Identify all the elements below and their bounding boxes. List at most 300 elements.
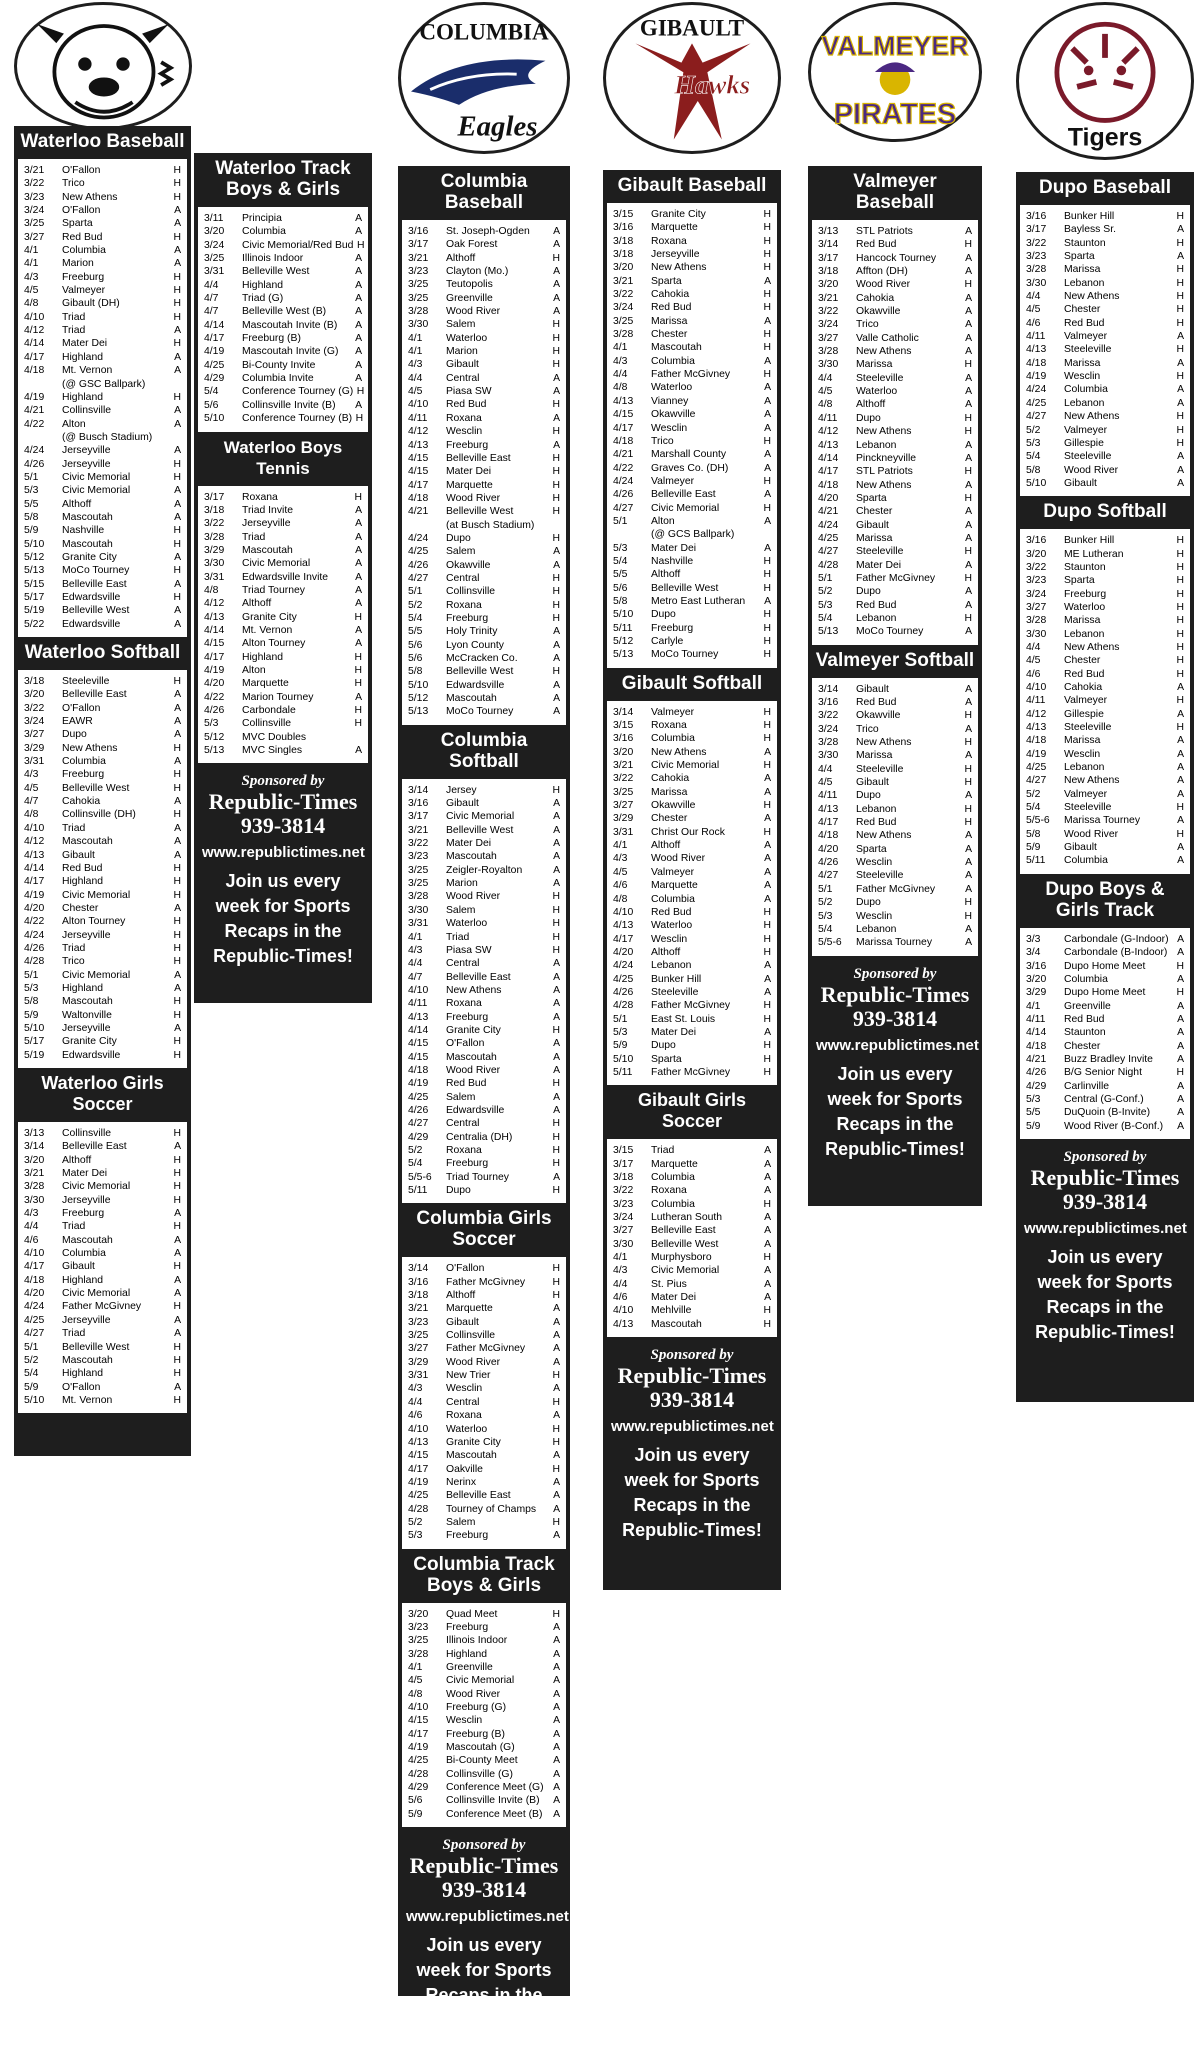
game-date: 3/22 bbox=[613, 773, 634, 785]
schedule-row bbox=[613, 732, 771, 745]
game-date: 5/10 bbox=[613, 609, 634, 621]
home-away: H bbox=[173, 956, 181, 968]
opponent: New Athens bbox=[651, 262, 707, 274]
game-date: 3/20 bbox=[613, 262, 634, 274]
schedule-row bbox=[408, 1104, 560, 1117]
schedule-row bbox=[818, 585, 972, 598]
schedule-row bbox=[613, 959, 771, 972]
home-away bbox=[549, 519, 560, 532]
sponsored-by-label: Sponsored by bbox=[853, 965, 937, 982]
opponent: Mascoutah bbox=[62, 836, 113, 848]
home-away: A bbox=[1177, 682, 1184, 693]
game-date: 4/24 bbox=[24, 445, 45, 457]
game-date: 4/15 bbox=[613, 409, 634, 421]
opponent: Cahokia bbox=[856, 292, 895, 304]
opponent: Althoff bbox=[446, 252, 476, 264]
home-away: H bbox=[1176, 264, 1184, 276]
opponent: Althoff bbox=[62, 1154, 92, 1166]
game-date: 3/28 bbox=[613, 329, 634, 341]
home-away: A bbox=[764, 422, 771, 434]
game-date: 4/27 bbox=[24, 1328, 45, 1340]
home-away: A bbox=[355, 306, 362, 318]
home-away: H bbox=[1176, 548, 1184, 560]
opponent: Staunton bbox=[1064, 561, 1106, 573]
schedule-row bbox=[613, 1144, 771, 1157]
opponent: Marissa bbox=[651, 315, 688, 327]
sponsored-by-label: Sponsored by bbox=[650, 1347, 734, 1364]
opponent: Mt. Vernon bbox=[62, 1394, 113, 1406]
home-away: H bbox=[763, 262, 771, 274]
home-away: H bbox=[173, 1128, 181, 1139]
opponent: New Athens bbox=[856, 737, 912, 749]
schedule-row bbox=[24, 849, 181, 862]
sponsor-phone: 939-3814 bbox=[1062, 1188, 1148, 1214]
opponent: Wood River bbox=[446, 1688, 501, 1700]
home-away: H bbox=[763, 222, 771, 234]
sponsor-tagline: Join us every week for Sports Recaps in the Republic-Times! bbox=[414, 1935, 554, 2031]
home-away: H bbox=[964, 910, 972, 922]
opponent: Cahokia bbox=[651, 773, 690, 785]
home-away: A bbox=[174, 618, 181, 630]
game-date: 4/22 bbox=[204, 691, 225, 703]
schedule-row bbox=[408, 784, 560, 797]
opponent: Carlinville bbox=[1064, 1080, 1110, 1092]
schedule-row bbox=[818, 910, 972, 923]
game-date: 5/10 bbox=[24, 1394, 45, 1406]
home-away: H bbox=[552, 666, 560, 678]
home-away: H bbox=[173, 1341, 181, 1353]
game-date: 4/17 bbox=[408, 1728, 429, 1740]
game-date: 3/16 bbox=[613, 733, 634, 745]
game-date: 3/22 bbox=[818, 306, 839, 318]
home-away: H bbox=[552, 586, 560, 598]
schedule-row bbox=[24, 1341, 181, 1354]
game-date: 4/26 bbox=[818, 857, 839, 869]
schedule-row bbox=[613, 1318, 771, 1331]
home-away: H bbox=[763, 369, 771, 381]
game-date: 4/11 bbox=[818, 790, 838, 802]
game-date: 3/25 bbox=[408, 878, 429, 890]
home-away: A bbox=[355, 266, 362, 278]
schedule-row bbox=[24, 688, 181, 701]
home-away: H bbox=[552, 1436, 560, 1448]
opponent: Sparta bbox=[651, 1053, 682, 1065]
schedule-row bbox=[818, 763, 972, 776]
game-date: 3/18 bbox=[613, 1172, 634, 1183]
sponsor-phone: 939-3814 bbox=[852, 1005, 938, 1031]
game-date: 4/15 bbox=[408, 452, 429, 464]
game-date: 3/23 bbox=[408, 851, 429, 863]
game-date: 4/1 bbox=[1026, 1000, 1041, 1012]
game-date: 4/13 bbox=[818, 803, 839, 815]
schedule-row bbox=[24, 364, 181, 377]
home-away: A bbox=[553, 1661, 560, 1673]
opponent: Althoff bbox=[62, 498, 92, 510]
schedule-row bbox=[818, 452, 972, 465]
home-away: A bbox=[174, 1248, 181, 1260]
home-away: H bbox=[173, 298, 181, 310]
game-date: 4/10 bbox=[408, 984, 429, 996]
game-date: 4/8 bbox=[818, 399, 833, 411]
opponent: Lebanon bbox=[651, 960, 692, 972]
game-date: 3/15 bbox=[613, 720, 634, 732]
game-date: 3/28 bbox=[408, 1648, 429, 1660]
game-date: 3/17 bbox=[408, 239, 429, 251]
schedule-row bbox=[24, 204, 181, 217]
game-date: 4/24 bbox=[24, 1301, 45, 1313]
opponent: Mascoutah bbox=[446, 851, 497, 863]
game-date: 3/25 bbox=[613, 315, 634, 327]
game-date: 3/29 bbox=[1026, 987, 1047, 999]
opponent: Red Bud bbox=[651, 302, 692, 314]
home-away: H bbox=[1176, 668, 1184, 680]
home-away bbox=[351, 731, 362, 744]
game-date bbox=[613, 528, 651, 541]
opponent: Affton (DH) bbox=[856, 266, 908, 278]
schedule-row bbox=[408, 465, 560, 478]
schedule-row bbox=[1026, 774, 1184, 787]
schedule-row bbox=[1026, 464, 1184, 477]
home-away: H bbox=[552, 1131, 560, 1143]
game-date: 5/2 bbox=[818, 897, 833, 909]
opponent: O'Fallon bbox=[62, 1381, 101, 1393]
home-away: A bbox=[1177, 762, 1184, 774]
section-title: Waterloo Baseball bbox=[20, 131, 185, 152]
game-date: 3/31 bbox=[408, 1370, 429, 1382]
opponent: Columbia bbox=[62, 756, 106, 768]
home-away: H bbox=[173, 1009, 181, 1021]
game-date: 4/11 bbox=[1026, 1013, 1046, 1025]
game-date: 4/26 bbox=[1026, 1067, 1047, 1079]
opponent: Sparta bbox=[1064, 251, 1095, 263]
opponent: Freeburg bbox=[1064, 588, 1107, 600]
home-away: H bbox=[763, 209, 771, 220]
opponent: Althoff bbox=[651, 569, 681, 581]
schedule-row bbox=[204, 664, 362, 677]
opponent: Civic Memorial bbox=[651, 760, 720, 772]
svg-text:Tigers: Tigers bbox=[1067, 123, 1143, 152]
opponent: Salem bbox=[446, 546, 476, 558]
opponent: Dupo bbox=[856, 586, 881, 598]
home-away: H bbox=[552, 359, 560, 371]
schedule-row bbox=[408, 305, 560, 318]
sponsor-url[interactable]: www.republictimes.net bbox=[611, 1418, 774, 1436]
schedule-row bbox=[818, 332, 972, 345]
sponsor-url[interactable]: www.republictimes.net bbox=[202, 844, 365, 862]
schedule-row bbox=[408, 492, 560, 505]
game-date: 3/18 bbox=[613, 235, 634, 247]
opponent: Lebanon bbox=[1064, 628, 1105, 640]
home-away: A bbox=[355, 226, 362, 238]
sponsor-url[interactable]: www.republictimes.net bbox=[816, 1036, 979, 1054]
game-date bbox=[408, 519, 446, 532]
schedule-row bbox=[24, 284, 181, 297]
home-away: H bbox=[552, 452, 560, 464]
game-date: 3/22 bbox=[818, 710, 839, 722]
game-date: 4/6 bbox=[408, 1410, 423, 1422]
schedule-row bbox=[408, 1621, 560, 1634]
opponent: Jerseyville bbox=[62, 458, 111, 470]
home-away: A bbox=[553, 1104, 560, 1116]
game-date: 4/6 bbox=[1026, 317, 1041, 329]
home-away: A bbox=[553, 706, 560, 718]
opponent: Valmeyer bbox=[1064, 331, 1108, 343]
game-date: 5/3 bbox=[818, 910, 833, 922]
game-date: 3/14 bbox=[24, 1141, 45, 1153]
sponsor-tagline: Join us every week for Sports Recaps in the Republic-Times! bbox=[622, 1445, 762, 1541]
home-away: H bbox=[964, 817, 972, 829]
bulldog-logo bbox=[14, 2, 192, 130]
home-away: H bbox=[173, 1181, 181, 1193]
schedule-row bbox=[818, 869, 972, 882]
game-date: 4/22 bbox=[24, 916, 45, 928]
game-date: 4/27 bbox=[818, 546, 839, 558]
sponsor-url[interactable]: www.republictimes.net bbox=[1024, 1219, 1187, 1237]
home-away: A bbox=[965, 683, 972, 695]
schedule-row bbox=[24, 715, 181, 728]
schedule-row bbox=[408, 705, 560, 718]
schedule-row bbox=[24, 1300, 181, 1313]
gibault-column bbox=[603, 170, 781, 1590]
game-date: 4/4 bbox=[818, 372, 833, 384]
game-date: 3/21 bbox=[24, 165, 45, 176]
opponent: Trico bbox=[62, 956, 85, 968]
game-date: 5/9 bbox=[1026, 1120, 1041, 1132]
game-date: 4/13 bbox=[613, 1318, 634, 1330]
home-away: A bbox=[1177, 1093, 1184, 1105]
game-date: 5/4 bbox=[818, 612, 833, 624]
schedule-row bbox=[408, 1369, 560, 1382]
opponent: Sparta bbox=[651, 275, 682, 287]
opponent: Nashville bbox=[651, 555, 694, 567]
game-date: 5/11 bbox=[613, 1066, 633, 1078]
schedule-row bbox=[1026, 828, 1184, 841]
home-away: A bbox=[965, 843, 972, 855]
schedule-row bbox=[613, 622, 771, 635]
opponent: Columbia bbox=[1064, 384, 1108, 396]
opponent: Dupo bbox=[651, 609, 676, 621]
home-away: H bbox=[552, 918, 560, 930]
game-date: 5/17 bbox=[24, 592, 45, 603]
opponent: Waterloo bbox=[446, 1423, 488, 1435]
opponent: Gibault bbox=[856, 777, 889, 789]
game-date: 4/10 bbox=[24, 822, 45, 834]
opponent: Steeleville bbox=[1064, 451, 1112, 463]
home-away: A bbox=[764, 449, 771, 461]
game-date: 3/24 bbox=[1026, 588, 1047, 600]
home-away: H bbox=[173, 1036, 181, 1048]
schedule-row bbox=[204, 412, 362, 425]
game-date: 5/11 bbox=[613, 622, 633, 634]
schedule-row bbox=[408, 318, 560, 331]
game-date: 3/27 bbox=[24, 729, 45, 741]
game-date: 4/22 bbox=[613, 462, 634, 474]
game-date: 4/21 bbox=[24, 405, 45, 417]
schedule-row bbox=[818, 843, 972, 856]
game-date: 3/24 bbox=[204, 239, 225, 251]
valmeyer-pirates-logo bbox=[808, 2, 982, 142]
game-date: 4/12 bbox=[818, 426, 839, 438]
opponent: Wesclin bbox=[651, 933, 688, 945]
opponent: Red Bud bbox=[856, 817, 897, 829]
schedule-row bbox=[613, 462, 771, 475]
game-date: 3/11 bbox=[204, 213, 224, 224]
schedule-row bbox=[613, 502, 771, 515]
opponent: Mascoutah bbox=[446, 1051, 497, 1063]
home-away: A bbox=[174, 689, 181, 701]
home-away: H bbox=[552, 1396, 560, 1408]
home-away: A bbox=[174, 1314, 181, 1326]
home-away: A bbox=[965, 559, 972, 571]
schedule-row bbox=[24, 675, 181, 688]
game-date: 3/28 bbox=[408, 891, 429, 903]
opponent: Wood River bbox=[1064, 464, 1119, 476]
opponent: Metro East Lutheran bbox=[651, 595, 746, 607]
game-date: 4/3 bbox=[613, 853, 628, 865]
opponent: Red Bud bbox=[856, 239, 897, 251]
game-date: 3/30 bbox=[1026, 628, 1047, 640]
home-away: A bbox=[553, 1410, 560, 1422]
schedule-row bbox=[613, 852, 771, 865]
schedule-row bbox=[1026, 277, 1184, 290]
game-date: 4/26 bbox=[613, 489, 634, 501]
opponent: East St. Louis bbox=[651, 1013, 716, 1025]
schedule-row bbox=[1026, 574, 1184, 587]
home-away: H bbox=[1176, 615, 1184, 627]
schedule-row bbox=[613, 435, 771, 448]
schedule-row bbox=[613, 786, 771, 799]
game-date: 5/10 bbox=[613, 1053, 634, 1065]
schedule-row bbox=[24, 324, 181, 337]
home-away: A bbox=[1177, 477, 1184, 489]
schedule-row bbox=[408, 1171, 560, 1184]
opponent: Columbia bbox=[651, 733, 695, 745]
schedule-row bbox=[1026, 383, 1184, 396]
home-away: A bbox=[174, 445, 181, 457]
opponent: Columbia bbox=[651, 1198, 695, 1210]
schedule-row bbox=[24, 742, 181, 755]
schedule-row bbox=[408, 1037, 560, 1050]
game-date: 4/10 bbox=[24, 311, 45, 323]
home-away: A bbox=[174, 218, 181, 230]
game-date: 5/13 bbox=[24, 565, 45, 577]
game-date: 3/20 bbox=[1026, 973, 1047, 985]
game-date: 4/4 bbox=[24, 1221, 39, 1233]
home-away: A bbox=[174, 836, 181, 848]
opponent: St. Joseph-Ogden bbox=[446, 226, 530, 237]
game-date: 3/24 bbox=[24, 205, 45, 217]
opponent: Highland bbox=[242, 279, 284, 291]
opponent: Civic Memorial bbox=[651, 502, 720, 514]
home-away: A bbox=[355, 544, 362, 556]
home-away: A bbox=[174, 578, 181, 590]
opponent: Roxana bbox=[446, 1145, 482, 1156]
game-date: 3/17 bbox=[613, 1158, 634, 1170]
schedule-row bbox=[613, 1224, 771, 1237]
home-away: H bbox=[763, 622, 771, 634]
home-away: H bbox=[763, 800, 771, 812]
schedule-row bbox=[204, 345, 362, 358]
opponent: Jerseyville bbox=[62, 1194, 111, 1206]
opponent: Althoff bbox=[856, 399, 886, 411]
schedule-row bbox=[613, 235, 771, 248]
game-date: 5/2 bbox=[818, 586, 833, 598]
opponent: Collinsville bbox=[242, 718, 292, 730]
schedule-row bbox=[408, 890, 560, 903]
game-date: 5/13 bbox=[613, 649, 634, 661]
section-title: Waterloo Track Boys & Girls bbox=[215, 158, 351, 200]
opponent: Marissa bbox=[856, 750, 893, 762]
opponent: Granite City bbox=[446, 1024, 501, 1036]
schedule-row bbox=[408, 412, 560, 425]
opponent: Father McGivney bbox=[651, 1066, 731, 1078]
game-date: 4/7 bbox=[408, 971, 423, 983]
home-away: A bbox=[1177, 1107, 1184, 1119]
game-date: 5/4 bbox=[24, 1368, 39, 1380]
game-date: 4/13 bbox=[613, 395, 634, 407]
opponent: Civic Memorial bbox=[62, 485, 131, 497]
home-away: A bbox=[764, 1238, 771, 1250]
home-away: A bbox=[965, 226, 972, 237]
opponent: Valmeyer bbox=[1064, 424, 1108, 436]
schedule-row bbox=[204, 239, 365, 252]
game-date: 4/20 bbox=[204, 678, 225, 690]
home-away: A bbox=[174, 1141, 181, 1153]
opponent: Carbondale (G-Indoor) bbox=[1064, 933, 1169, 945]
game-date: 3/16 bbox=[613, 222, 634, 234]
schedule-row bbox=[408, 1754, 560, 1767]
schedule-row bbox=[818, 479, 972, 492]
schedule-row bbox=[408, 1302, 560, 1315]
opponent: Clayton (Mo.) bbox=[446, 266, 509, 278]
schedule-row bbox=[613, 608, 771, 621]
game-date: 3/18 bbox=[613, 249, 634, 261]
opponent: Triad bbox=[62, 311, 86, 323]
game-date: 4/1 bbox=[408, 346, 423, 358]
opponent: New Athens bbox=[856, 426, 912, 438]
schedule-row bbox=[613, 919, 771, 932]
game-date: 3/25 bbox=[613, 786, 634, 798]
sponsor-url[interactable]: www.republictimes.net bbox=[406, 1908, 569, 1926]
opponent: Chester bbox=[1064, 655, 1101, 667]
schedule-row bbox=[24, 498, 181, 511]
opponent: Buzz Bradley Invite bbox=[1064, 1053, 1153, 1065]
opponent: Highland bbox=[62, 1368, 104, 1380]
schedule-row bbox=[613, 288, 771, 301]
home-away: A bbox=[965, 923, 972, 935]
opponent: Civic Memorial bbox=[62, 1181, 131, 1193]
schedule-row bbox=[613, 812, 771, 825]
svg-text:VALMEYER: VALMEYER bbox=[821, 30, 969, 61]
game-date: 5/2 bbox=[408, 1516, 423, 1528]
opponent: Greenville bbox=[446, 292, 493, 304]
home-away: H bbox=[763, 342, 771, 354]
opponent: Highland bbox=[62, 391, 104, 403]
home-away: A bbox=[355, 558, 362, 570]
schedule-row bbox=[408, 1262, 560, 1275]
schedule-row bbox=[204, 252, 362, 265]
opponent: Marion bbox=[446, 878, 478, 890]
game-date: 3/24 bbox=[24, 716, 45, 728]
home-away: A bbox=[764, 355, 771, 367]
opponent: Dupo bbox=[446, 532, 471, 544]
home-away: H bbox=[1176, 437, 1184, 449]
schedule-row bbox=[613, 799, 771, 812]
home-away: H bbox=[552, 1263, 560, 1275]
game-date: 5/10 bbox=[1026, 477, 1047, 489]
schedule-row bbox=[1026, 370, 1184, 383]
opponent: Mascoutah bbox=[446, 1450, 497, 1462]
